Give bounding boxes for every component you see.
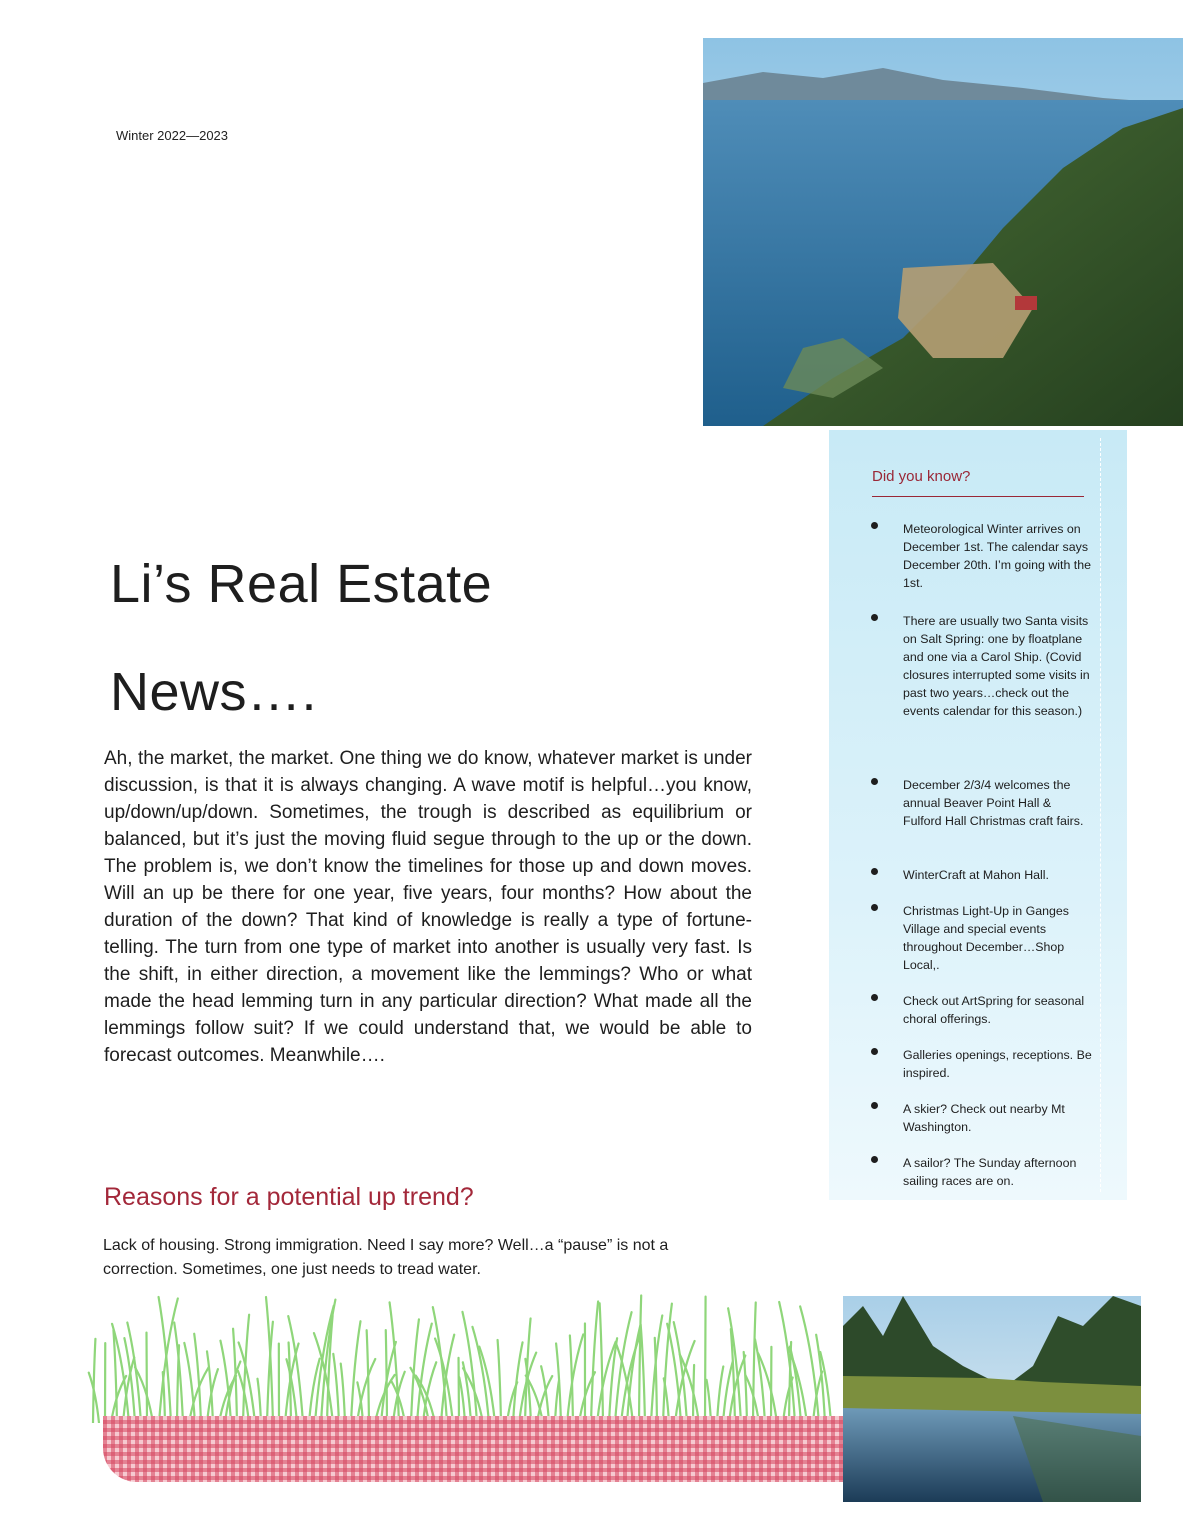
grass-blade bbox=[194, 1334, 201, 1423]
grass-blade bbox=[641, 1324, 645, 1423]
grass-blade bbox=[184, 1343, 195, 1423]
grass-blade bbox=[233, 1329, 237, 1423]
grass-blade bbox=[800, 1306, 819, 1423]
newsletter-title bbox=[110, 530, 760, 746]
grass-blade bbox=[570, 1335, 573, 1423]
sidebar-divider bbox=[872, 496, 1084, 497]
sidebar-dashed-line bbox=[1100, 438, 1101, 1192]
bullet-icon bbox=[871, 1156, 878, 1163]
grass-blade bbox=[556, 1343, 561, 1423]
grass-blade bbox=[758, 1353, 777, 1423]
bullet-icon bbox=[871, 868, 878, 875]
sidebar-item-text: December 2/3/4 welcomes the annual Beaver Point Hall & Fulford Hall Christmas craft fairs. bbox=[903, 778, 1084, 828]
grass-blade bbox=[93, 1339, 95, 1423]
bullet-icon bbox=[871, 1048, 878, 1055]
sidebar-item-text: There are usually two Santa visits on Salt Spring: one by floatplane and one via a Carol Ship. (Covid closures interrupted some visits in past two years…check out the events calendar for this season.) bbox=[903, 614, 1090, 718]
coastal-aerial-illustration bbox=[703, 38, 1183, 426]
grass-blade bbox=[333, 1354, 339, 1423]
grass-blade bbox=[591, 1301, 598, 1423]
grass-blade bbox=[341, 1364, 345, 1423]
gingham-border bbox=[103, 1416, 845, 1482]
title-line-1: Li’s Real Estate bbox=[110, 554, 493, 614]
grass-blade bbox=[146, 1333, 147, 1423]
grass-blade bbox=[744, 1352, 747, 1423]
sidebar-title: Did you know? bbox=[872, 468, 971, 485]
reasons-heading: Reasons for a potential up trend? bbox=[104, 1183, 474, 1211]
sidebar-item-text: WinterCraft at Mahon Hall. bbox=[903, 868, 1049, 882]
sidebar-item-text: A sailor? The Sunday afternoon sailing races are on. bbox=[903, 1156, 1077, 1188]
grass-blade bbox=[667, 1324, 681, 1423]
grass-blade bbox=[597, 1342, 616, 1423]
sidebar-item-text: Galleries openings, receptions. Be inspired. bbox=[903, 1048, 1092, 1080]
coastal-aerial-photo bbox=[703, 38, 1183, 426]
did-you-know-sidebar bbox=[829, 430, 1127, 1200]
grass-blade bbox=[639, 1295, 641, 1423]
sidebar-item-text: A skier? Check out nearby Mt Washington. bbox=[903, 1102, 1065, 1134]
reasons-text: Lack of housing. Strong immigration. Need I say more? Well…a “pause” is not a correction. Sometimes, one just needs to tread water. bbox=[103, 1237, 669, 1278]
bullet-icon bbox=[871, 1102, 878, 1109]
grass-blade bbox=[680, 1355, 699, 1423]
article-body: Ah, the market, the market. One thing we do know, whatever market is under discussion, is that it is always changing. A wave motif is helpful…you know, up/down/up/down. Sometimes, the trough is described as equilibrium or balanced, but it’s just the moving fluid segue through to the up or the down. The problem is, we don’t know the timelines for those up and down moves. Will an up be there for one year, five years, four months? How about the duration of the down? That kind of knowledge is really a type of fortune-telling. The turn from one type of market into another is usually very fast. Is the shift, in either direction, a movement like the lemmings? Who or what made the head lemming turn in any particular direction? What made all the lemmings follow suit? If we could understand that, we would be able to forecast outcomes. Meanwhile…. bbox=[104, 748, 752, 1066]
bullet-icon bbox=[871, 522, 878, 529]
bullet-icon bbox=[871, 778, 878, 785]
grass-blade bbox=[498, 1340, 501, 1423]
grass-blade bbox=[386, 1330, 387, 1423]
title-line-2: News…. bbox=[110, 662, 318, 722]
sidebar-item-text: Check out ArtSpring for seasonal choral offerings. bbox=[903, 994, 1085, 1026]
issue-date: Winter 2022—2023 bbox=[116, 128, 229, 143]
bullet-icon bbox=[871, 614, 878, 621]
grass-blade bbox=[705, 1297, 706, 1423]
creek-photo bbox=[843, 1296, 1141, 1502]
creek-illustration bbox=[843, 1296, 1141, 1502]
bullet-icon bbox=[871, 904, 878, 911]
sidebar-item-text: Meteorological Winter arrives on December 1st. The calendar says December 20th. I’m going with the 1st. bbox=[903, 522, 1092, 590]
grass-decoration bbox=[85, 1288, 845, 1423]
sidebar-item-text: Christmas Light-Up in Ganges Village and special events throughout December…Shop Local,. bbox=[903, 904, 1069, 972]
grass-blade bbox=[717, 1366, 723, 1423]
bullet-icon bbox=[871, 994, 878, 1001]
